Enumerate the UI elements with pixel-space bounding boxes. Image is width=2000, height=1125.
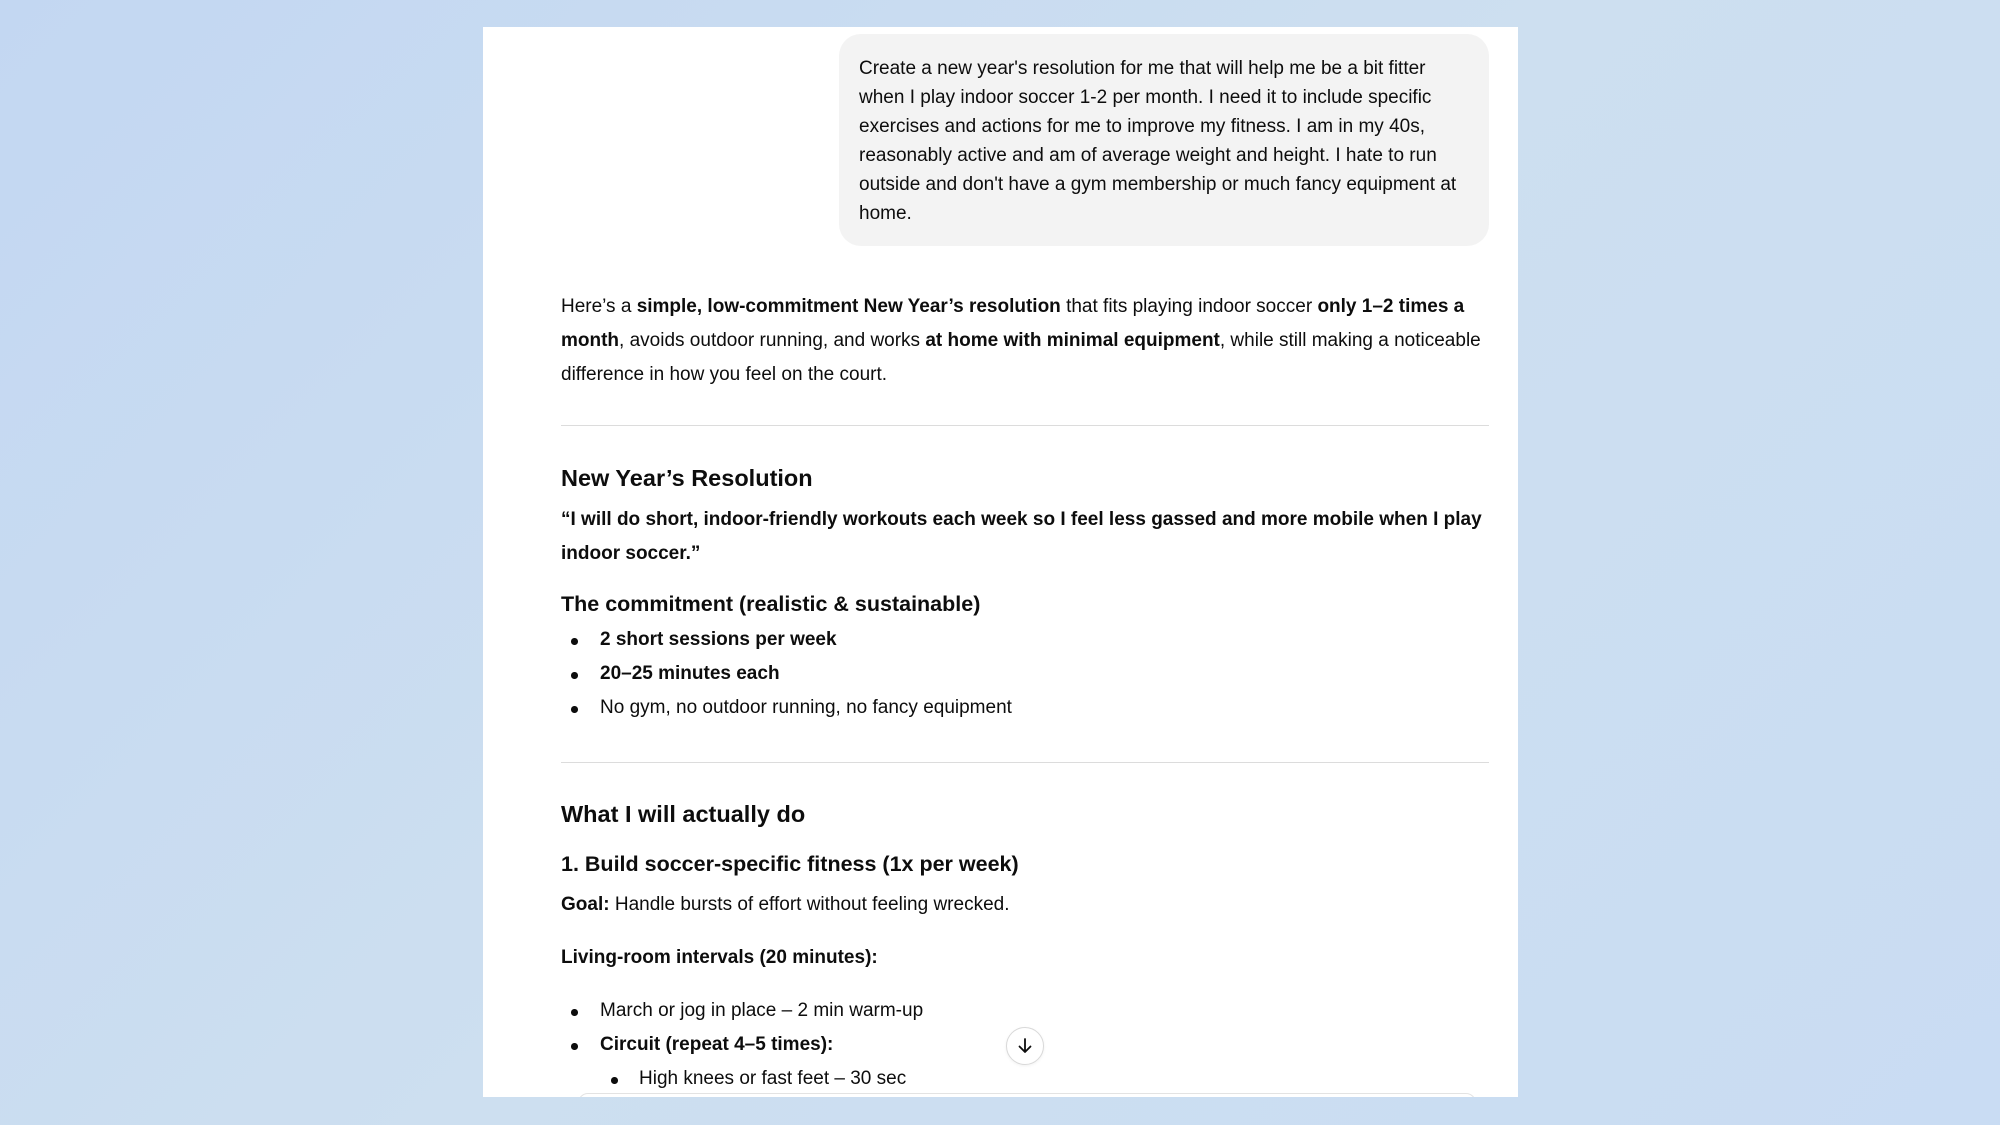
list-item: 20–25 minutes each: [561, 657, 1491, 691]
resolution-quote: “I will do short, indoor-friendly workouts each week so I feel less gassed and more mobile when I play indoor soccer.”: [561, 509, 1482, 564]
goal-line: Goal: Handle bursts of effort without feeling wrecked.: [561, 894, 1010, 915]
chat-panel: [483, 27, 1518, 1097]
intervals-label: Living-room intervals (20 minutes):: [561, 947, 878, 968]
composer-input[interactable]: [578, 1093, 1476, 1097]
intro-text: Here’s a: [561, 296, 637, 317]
circuit-sublist: [561, 1062, 1491, 1096]
intro-bold: only 1–2 times a month: [561, 296, 1465, 351]
assistant-response: [561, 284, 1491, 1096]
list-item: Circuit (repeat 4–5 times):: [561, 1028, 1491, 1062]
commitment-list: [561, 623, 1491, 725]
commitment-heading: The commitment (realistic & sustainable): [561, 592, 981, 616]
list-item: 2 short sessions per week: [561, 623, 1491, 657]
section1-heading: 1. Build soccer-specific fitness (1x per week): [561, 852, 1019, 876]
intro-text: that fits playing indoor soccer: [1060, 296, 1318, 317]
actions-heading: What I will actually do: [561, 801, 806, 827]
divider: [561, 762, 1489, 763]
divider: [561, 425, 1489, 426]
user-message-bubble: [839, 34, 1489, 246]
scroll-to-bottom-button[interactable]: [1006, 1027, 1044, 1065]
list-item: No gym, no outdoor running, no fancy equipment: [561, 691, 1491, 725]
intro-text: , while still making a noticeable difference in how you feel on the court.: [561, 330, 1481, 385]
intro-text: , avoids outdoor running, and works: [619, 330, 926, 351]
resolution-heading: New Year’s Resolution: [561, 465, 813, 491]
user-message-text: Create a new year's resolution for me that will help me be a bit fitter when I play indoor soccer 1-2 per month. I need it to include specific exercises and actions for me to improve my fitness. I am in my 40s, reasonably active and am of average weight and height. I hate to run outside and don't have a gym membership or much fancy equipment at home.: [859, 58, 1457, 224]
list-item: March or jog in place – 2 min warm-up: [561, 994, 1491, 1028]
intro-paragraph: [561, 290, 1491, 392]
intro-bold: simple, low-commitment New Year’s resolution: [636, 296, 1061, 317]
intro-bold: at home with minimal equipment: [925, 330, 1220, 351]
arrow-down-icon: [1015, 1036, 1035, 1056]
list-item: High knees or fast feet – 30 sec: [561, 1062, 1491, 1096]
